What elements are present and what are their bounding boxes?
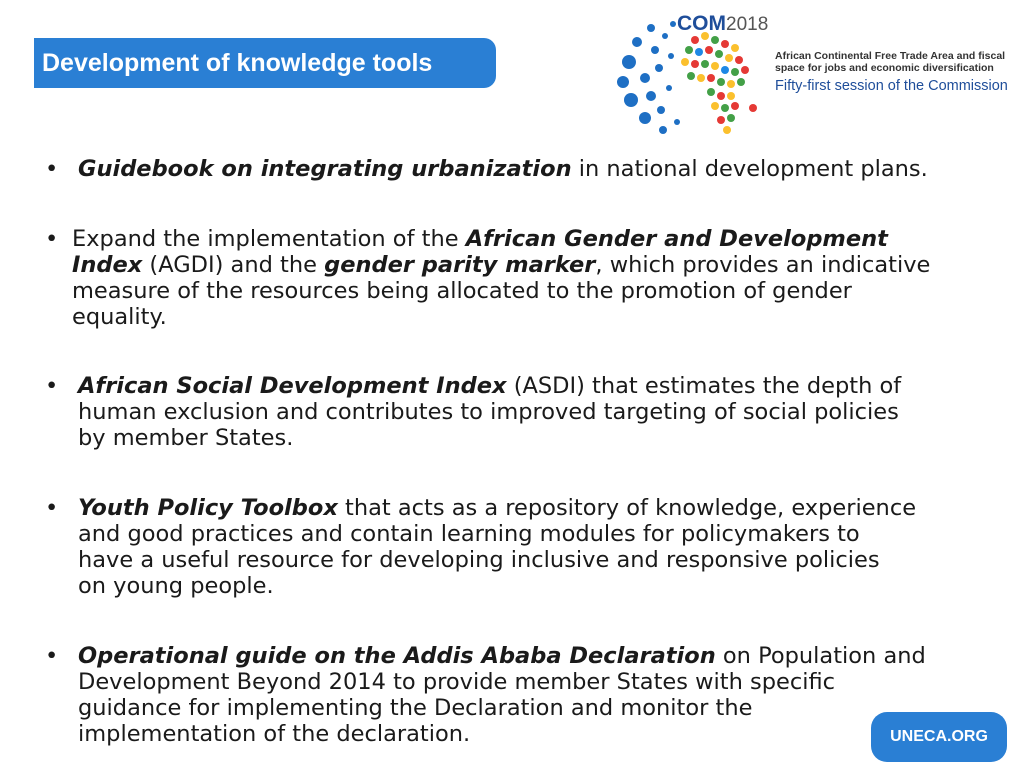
bullet-text: measure of the resources being allocated to the promotion of gender bbox=[72, 278, 852, 304]
logo-session: Fifty-first session of the Commission bbox=[775, 78, 1008, 94]
bullet-text: by member States. bbox=[78, 425, 294, 451]
bullet-emphasis: Youth Policy Toolbox bbox=[78, 495, 338, 521]
bullet-emphasis: Operational guide on the Addis Ababa Declaration bbox=[78, 643, 716, 669]
bullet-dot: • bbox=[45, 643, 59, 669]
slide-title: Development of knowledge tools bbox=[34, 38, 496, 88]
bullet-text: in national development plans. bbox=[571, 156, 928, 182]
bullet-text: and good practices and contain learning modules for policymakers to bbox=[78, 521, 860, 547]
bullet-text: have a useful resource for developing inclusive and responsive policies bbox=[78, 547, 880, 573]
bullet-text: human exclusion and contributes to improved targeting of social policies bbox=[78, 399, 899, 425]
uneca-link-badge[interactable]: UNECA.ORG bbox=[871, 712, 1007, 762]
bullet-text: Development Beyond 2014 to provide member States with specific bbox=[78, 669, 836, 695]
logo-subtitle-line2: space for jobs and economic diversification bbox=[775, 62, 994, 74]
logo-year: 2018 bbox=[726, 14, 769, 35]
bullet-item bbox=[45, 643, 926, 747]
bullet-emphasis: Guidebook on integrating urbanization bbox=[78, 156, 572, 182]
bullet-item bbox=[45, 373, 902, 451]
bullet-dot: • bbox=[45, 156, 59, 182]
bullet-dot: • bbox=[45, 226, 59, 252]
bullet-text: on Population and bbox=[715, 643, 926, 669]
bullet-text: implementation of the declaration. bbox=[78, 721, 471, 747]
bullet-text: on young people. bbox=[78, 573, 274, 599]
bullet-line bbox=[78, 156, 928, 182]
bullet-line bbox=[72, 304, 930, 330]
bullet-line bbox=[78, 695, 926, 721]
bullet-line bbox=[72, 278, 930, 304]
bullet-text: , which provides an indicative bbox=[595, 252, 931, 278]
logo-subtitle-line1: African Continental Free Trade Area and fiscal bbox=[775, 50, 1006, 62]
bullet-text: (ASDI) that estimates the depth of bbox=[506, 373, 902, 399]
bullet-emphasis: Index bbox=[72, 252, 143, 278]
bullet-line bbox=[78, 547, 916, 573]
bullet-line bbox=[78, 521, 916, 547]
bullet-line bbox=[78, 373, 901, 399]
bullet-line bbox=[78, 425, 901, 451]
bullet-item bbox=[45, 156, 928, 182]
bullet-emphasis: African Social Development Index bbox=[78, 373, 507, 399]
bullet-emphasis: gender parity marker bbox=[324, 252, 596, 278]
logo-com-text: COM bbox=[677, 12, 726, 35]
bullet-line bbox=[78, 495, 916, 521]
bullet-text: guidance for implementing the Declaration and monitor the bbox=[78, 695, 753, 721]
bullet-text: equality. bbox=[72, 304, 167, 330]
bullet-line bbox=[72, 252, 930, 278]
bullet-line bbox=[78, 573, 916, 599]
bullet-line bbox=[78, 643, 926, 669]
logo-com-wordmark bbox=[677, 12, 768, 36]
bullet-dot: • bbox=[45, 495, 59, 521]
bullet-line bbox=[78, 399, 901, 425]
bullet-line bbox=[78, 669, 926, 695]
bullet-text: (AGDI) and the bbox=[142, 252, 325, 278]
bullet-dot: • bbox=[45, 373, 59, 399]
bullet-emphasis: African Gender and Development bbox=[465, 226, 888, 252]
bullet-line bbox=[72, 226, 930, 252]
bullet-text: Expand the implementation of the bbox=[72, 226, 466, 252]
bullet-item bbox=[45, 226, 931, 330]
com2018-logo bbox=[615, 10, 1015, 145]
bullet-line bbox=[78, 721, 926, 747]
bullet-item bbox=[45, 495, 917, 599]
bullet-text: that acts as a repository of knowledge, experience bbox=[337, 495, 917, 521]
